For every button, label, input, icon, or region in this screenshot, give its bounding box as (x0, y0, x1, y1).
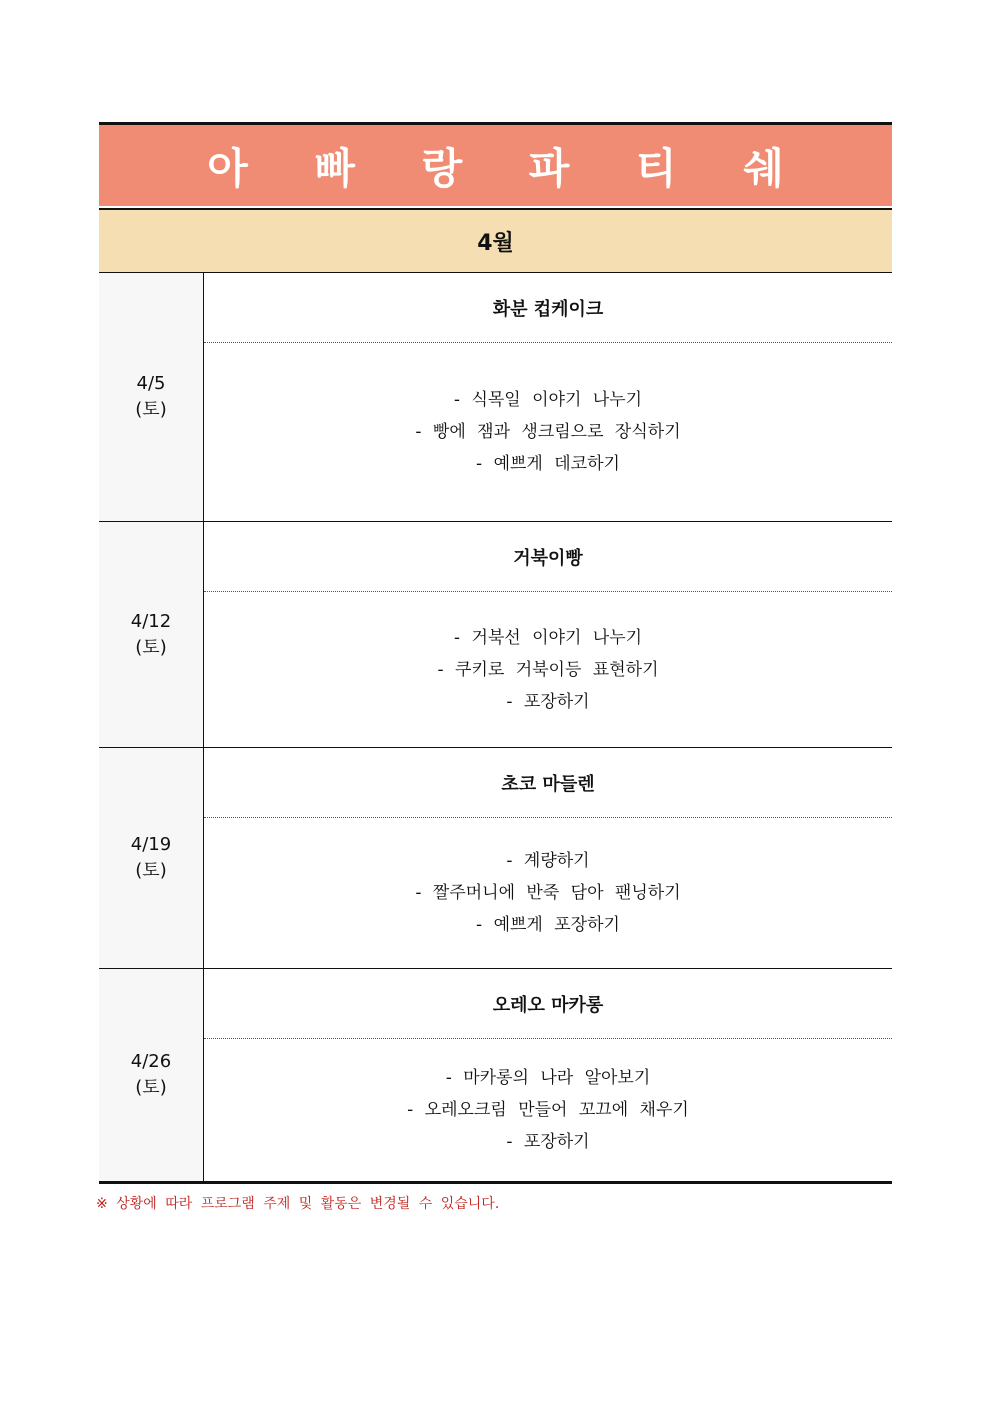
activity-list (204, 343, 892, 521)
date-cell (99, 969, 204, 1181)
activity-item: - 계량하기 (506, 851, 590, 871)
date-cell (99, 748, 204, 968)
session-date: 4/26 (130, 1051, 172, 1072)
activity-title: 초코 마들렌 (204, 748, 892, 818)
activity-item: - 포장하기 (506, 691, 590, 712)
session-content (204, 273, 892, 521)
session-row (99, 969, 892, 1181)
activity-item: - 빵에 잼과 생크림으로 장식하기 (415, 422, 681, 442)
session-row (99, 748, 892, 969)
activity-title: 오레오 마카롱 (204, 969, 892, 1039)
session-day: (토) (135, 1077, 167, 1098)
session-date: 4/19 (130, 834, 172, 855)
activity-item: - 식목일 이야기 나누기 (453, 390, 643, 410)
activity-item: - 포장하기 (506, 1132, 590, 1152)
session-date: 4/5 (136, 373, 166, 394)
session-day: (토) (135, 860, 167, 881)
activity-item: - 예쁘게 데코하기 (476, 454, 620, 474)
session-content (204, 969, 892, 1181)
activity-title: 화분 컵케이크 (204, 273, 892, 343)
activity-item: - 짤주머니에 반죽 담아 팬닝하기 (415, 883, 681, 903)
activity-list (204, 818, 892, 968)
activity-item: - 쿠키로 거북이등 표현하기 (437, 659, 659, 680)
session-content (204, 522, 892, 747)
session-day: (토) (135, 636, 167, 658)
activity-item: - 마카롱의 나라 알아보기 (445, 1068, 651, 1088)
activity-item: - 오레오크림 만들어 꼬끄에 채우기 (407, 1100, 689, 1120)
page-title: 아 빠 랑 파 티 쉐 (99, 122, 892, 206)
session-date: 4/12 (130, 610, 172, 632)
schedule-table (99, 122, 892, 1184)
activity-item: - 예쁘게 포장하기 (476, 915, 620, 935)
activity-title: 거북이빵 (204, 522, 892, 592)
date-cell (99, 273, 204, 521)
activity-list (204, 592, 892, 747)
session-row (99, 522, 892, 748)
session-rows (99, 272, 892, 1184)
month-header: 4월 (99, 208, 892, 272)
activity-list (204, 1039, 892, 1181)
change-notice: ※ 상황에 따라 프로그램 주제 및 활동은 변경될 수 있습니다. (96, 1196, 500, 1212)
session-row (99, 273, 892, 522)
session-content (204, 748, 892, 968)
activity-item: - 거북선 이야기 나누기 (453, 627, 643, 648)
date-cell (99, 522, 204, 747)
session-day: (토) (135, 399, 167, 420)
